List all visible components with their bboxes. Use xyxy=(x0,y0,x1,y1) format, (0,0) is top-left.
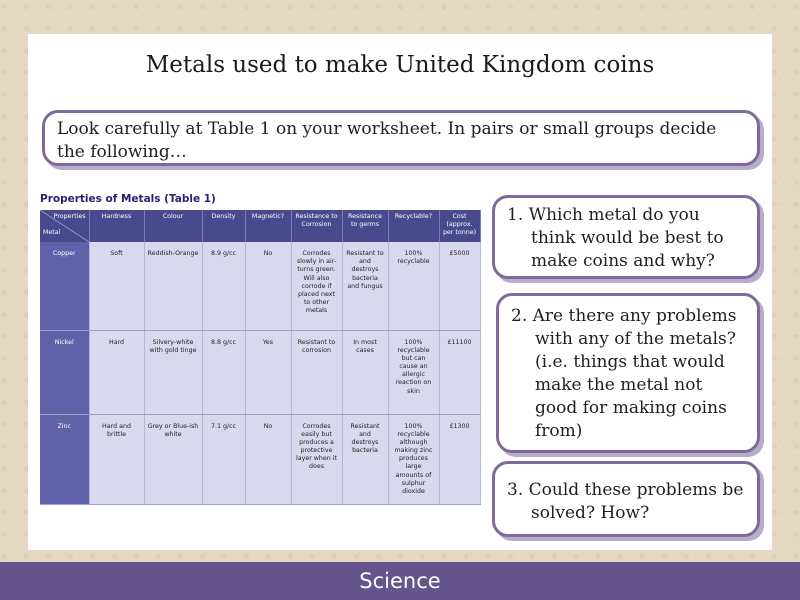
question-1-callout xyxy=(492,195,760,279)
cell-germs: In most cases xyxy=(342,330,388,414)
header-corrosion: Resistance to Corrosion xyxy=(291,210,342,242)
cell-recyclable: 100% recyclable xyxy=(388,242,439,330)
header-density: Density xyxy=(202,210,245,242)
cell-hardness: Soft xyxy=(89,242,144,330)
footer-banner xyxy=(0,562,800,600)
cell-density: 8.9 g/cc xyxy=(202,242,245,330)
table-row-zinc xyxy=(40,414,480,505)
cell-density: 8.8 g/cc xyxy=(202,330,245,414)
header-cost: Cost (approx. per tonne) xyxy=(439,210,480,242)
cell-germs: Resistant and destroys bacteria xyxy=(342,414,388,505)
table-row-copper xyxy=(40,242,480,330)
header-magnetic: Magnetic? xyxy=(245,210,291,242)
header-recyclable: Recyclable? xyxy=(388,210,439,242)
question-1-text: 1. Which metal do you think would be best to make coins and why? xyxy=(507,205,724,271)
cell-hardness: Hard xyxy=(89,330,144,414)
cell-corrosion: Corrodes slowly in air- turns green. Will also corrode if placed next to other metals xyxy=(291,242,342,330)
cell-recyclable: 100% recyclable but can cause an allergic reaction on skin xyxy=(388,330,439,414)
cell-magnetic: No xyxy=(245,414,291,505)
metal-name: Copper xyxy=(40,242,89,330)
header-germs: Resistance to germs xyxy=(342,210,388,242)
cell-colour: Reddish-Orange xyxy=(144,242,202,330)
cell-colour: Silvery-white with gold tinge xyxy=(144,330,202,414)
metal-name: Nickel xyxy=(40,330,89,414)
question-2-text: 2. Are there any problems with any of the metals? (i.e. things that would make the metal not good for making coins from) xyxy=(511,306,737,441)
corner-metal-label: Metal xyxy=(43,228,61,236)
footer-subject: Science xyxy=(359,569,441,593)
header-colour: Colour xyxy=(144,210,202,242)
question-2-callout xyxy=(496,293,760,453)
cell-magnetic: No xyxy=(245,242,291,330)
slide-title: Metals used to make United Kingdom coins xyxy=(145,52,655,78)
cell-density: 7.1 g/cc xyxy=(202,414,245,505)
cell-cost: £1300 xyxy=(439,414,480,505)
cell-hardness: Hard and brittle xyxy=(89,414,144,505)
corner-header xyxy=(40,210,89,242)
header-hardness: Hardness xyxy=(89,210,144,242)
cell-cost: £11100 xyxy=(439,330,480,414)
cell-colour: Grey or Blue-ish white xyxy=(144,414,202,505)
cell-recyclable: 100% recyclable although making zinc produces large amounts of sulphur dioxide xyxy=(388,414,439,505)
question-3-text: 3. Could these problems be solved? How? xyxy=(507,480,744,523)
metal-name: Zinc xyxy=(40,414,89,505)
cell-magnetic: Yes xyxy=(245,330,291,414)
table-title: Properties of Metals (Table 1) xyxy=(40,193,216,205)
table-row-nickel xyxy=(40,330,480,414)
question-3-callout xyxy=(492,461,760,537)
corner-properties-label: Properties xyxy=(53,213,86,220)
cell-corrosion: Resistant to corrosion xyxy=(291,330,342,414)
properties-table xyxy=(40,210,481,505)
cell-cost: £5000 xyxy=(439,242,480,330)
intro-callout: Look carefully at Table 1 on your worksheet. In pairs or small groups decide the following… xyxy=(42,110,760,166)
cell-germs: Resistant to and destroys bacteria and fungus xyxy=(342,242,388,330)
cell-corrosion: Corrodes easily but produces a protective layer when it does xyxy=(291,414,342,505)
